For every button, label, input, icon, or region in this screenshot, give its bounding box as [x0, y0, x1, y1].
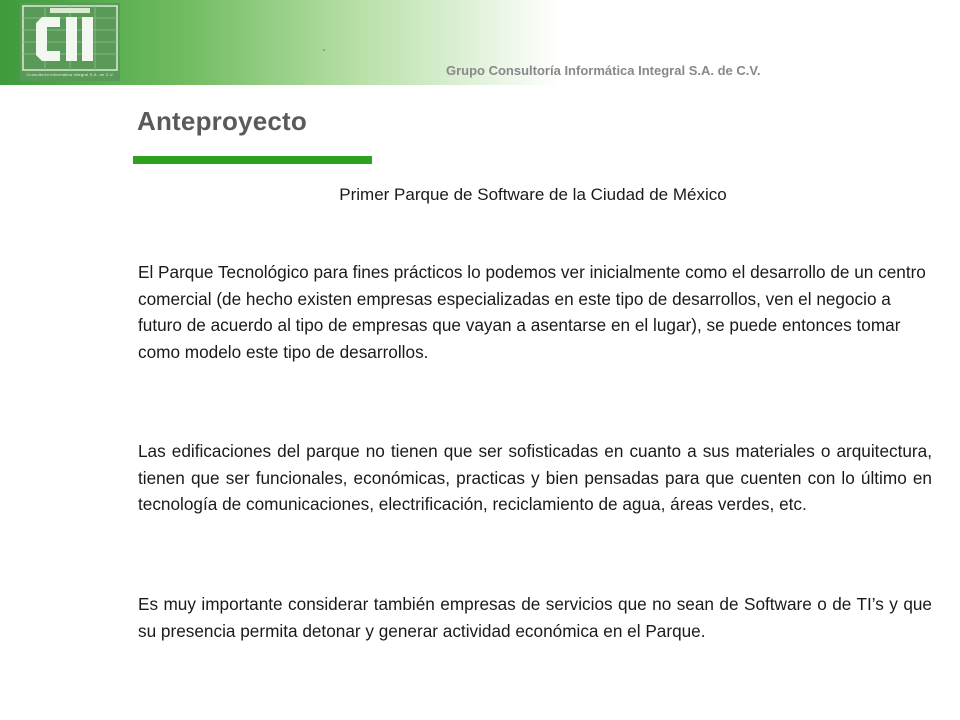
title-underline [133, 156, 372, 164]
logo-caption: Consultoría Informática Integral S.A. de C.V. [26, 72, 114, 77]
decorative-dot [323, 49, 325, 51]
paragraph-2: Las edificaciones del parque no tienen que ser sofisticadas en cuanto a sus materiales o arquitectura, tienen que ser funcionales, económicas, practicas y bien pensadas para que cuenten con lo último en tecnología de comunicaciones, electrificación, reciclamiento de agua, áreas verdes, etc. [138, 441, 932, 514]
paragraph-1: El Parque Tecnológico para fines prácticos lo podemos ver inicialmente como el desarrollo de un centro comercial (de hecho existen empresas especializadas en este tipo de desarrollos, ven el negocio a futuro de acuerdo al tipo de empresas que vayan a asentarse en el lugar), se puede entonces tomar como modelo este tipo de desarrollos. [138, 262, 926, 362]
slide-subtitle: Primer Parque de Software de la Ciudad de México [339, 185, 727, 204]
header-band [0, 0, 960, 85]
company-name: Grupo Consultoría Informática Integral S.A. de C.V. [446, 63, 761, 78]
logo-graphic [20, 3, 120, 81]
slide-title: Anteproyecto [137, 106, 307, 136]
company-logo [20, 3, 120, 81]
paragraph-3: Es muy importante considerar también empresas de servicios que no sean de Software o de TI’s y que su presencia permita detonar y generar actividad económica en el Parque. [138, 594, 932, 641]
